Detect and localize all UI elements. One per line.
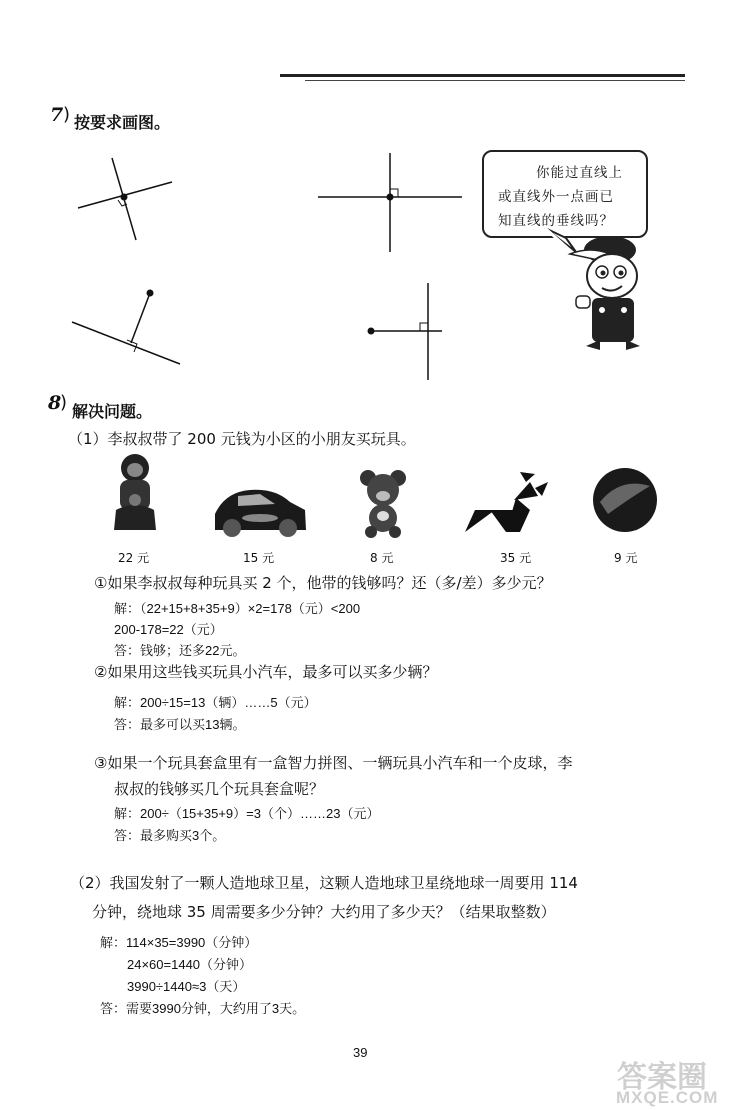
sub3-question-line-1: ③如果一个玩具套盒里有一盒智力拼图、一辆玩具小汽车和一个皮球，李 xyxy=(94,754,573,772)
q7-number-paren: ) xyxy=(63,104,71,125)
q7-number: 7 xyxy=(50,104,64,126)
fig4-point xyxy=(368,328,375,335)
fig3-point xyxy=(147,290,154,297)
tangram-puzzle-icon xyxy=(465,472,548,532)
sub3-answer-line-2: 答：最多购买3个。 xyxy=(114,828,226,843)
fig4-right-angle-mark xyxy=(420,323,428,331)
q7-title: 按要求画图。 xyxy=(74,113,171,132)
part2-question-line-1: （2）我国发射了一颗人造地球卫星，这颗人造地球卫星绕地球一周要用 114 xyxy=(70,874,578,892)
bubble-line-3: 知直线的垂线吗？ xyxy=(498,213,614,229)
q8-number: 8 xyxy=(48,392,62,414)
toy-price-bear: 8 元 xyxy=(370,551,394,565)
watermark-logo: 答案圈 xyxy=(617,1061,707,1094)
sub2-answer-line-2: 答：最多可以买13辆。 xyxy=(114,717,246,732)
part2-answer-line-3: 3990÷1440≈3（天） xyxy=(127,979,246,994)
cartoon-boy-icon xyxy=(540,228,650,353)
sub2-answer-line-1: 解：200÷15=13（辆）……5（元） xyxy=(114,695,317,710)
toy-price-ball: 9 元 xyxy=(614,551,638,565)
bubble-line-2: 或直线外一点画已 xyxy=(498,189,614,205)
fig3-segment xyxy=(131,293,150,343)
q8-part1-intro: （1）李叔叔带了 200 元钱为小区的小朋友买玩具。 xyxy=(68,430,416,448)
fig1-point xyxy=(121,194,128,201)
header-rule-thick xyxy=(280,74,685,77)
bubble-line-1: 你能过直线上 xyxy=(536,165,623,181)
part2-answer-line-2: 24×60=1440（分钟） xyxy=(127,957,253,972)
q8-title: 解决问题。 xyxy=(72,402,153,421)
perpendicular-figures xyxy=(0,140,480,390)
part2-answer-line-4: 答：需要3990分钟，大约用了3天。 xyxy=(100,1001,306,1016)
q8-number-paren: ) xyxy=(60,392,68,413)
toy-price-car: 15 元 xyxy=(243,551,275,565)
ball-icon xyxy=(593,468,657,532)
sub1-answer-line-1: 解：（22+15+8+35+9）×2=178（元）<200 xyxy=(114,601,361,616)
header-rule-thin xyxy=(305,80,685,81)
watermark-url: MXQE.COM xyxy=(616,1088,719,1107)
part2-answer-line-1: 解：114×35=3990（分钟） xyxy=(100,935,258,950)
sub1-question: ①如果李叔叔每种玩具买 2 个，他带的钱够吗？还（多/差）多少元？ xyxy=(94,574,552,592)
part2-question-line-2: 分钟，绕地球 35 周需要多少分钟？大约用了多少天？（结果取整数） xyxy=(92,903,556,921)
page-number: 39 xyxy=(353,1045,368,1060)
sub1-answer-line-3: 答：钱够；还多22元。 xyxy=(114,643,246,658)
fig3-slanted-line xyxy=(72,322,180,364)
sub1-answer-line-2: 200-178=22（元） xyxy=(114,622,223,637)
sub3-question-line-2: 叔叔的钱够买几个玩具套盒呢？ xyxy=(114,780,325,798)
toy-price-tangram: 35 元 xyxy=(500,551,532,565)
sub3-answer-line-1: 解：200÷（15+35+9）=3（个）……23（元） xyxy=(114,806,380,821)
toys-row xyxy=(110,452,670,542)
teddy-bear-icon xyxy=(360,470,406,538)
doll-icon xyxy=(114,454,156,530)
toy-price-doll: 22 元 xyxy=(118,551,150,565)
sub2-question: ②如果用这些钱买玩具小汽车，最多可以买多少辆？ xyxy=(94,663,438,681)
toy-car-icon xyxy=(215,490,306,537)
speech-bubble xyxy=(482,150,648,238)
